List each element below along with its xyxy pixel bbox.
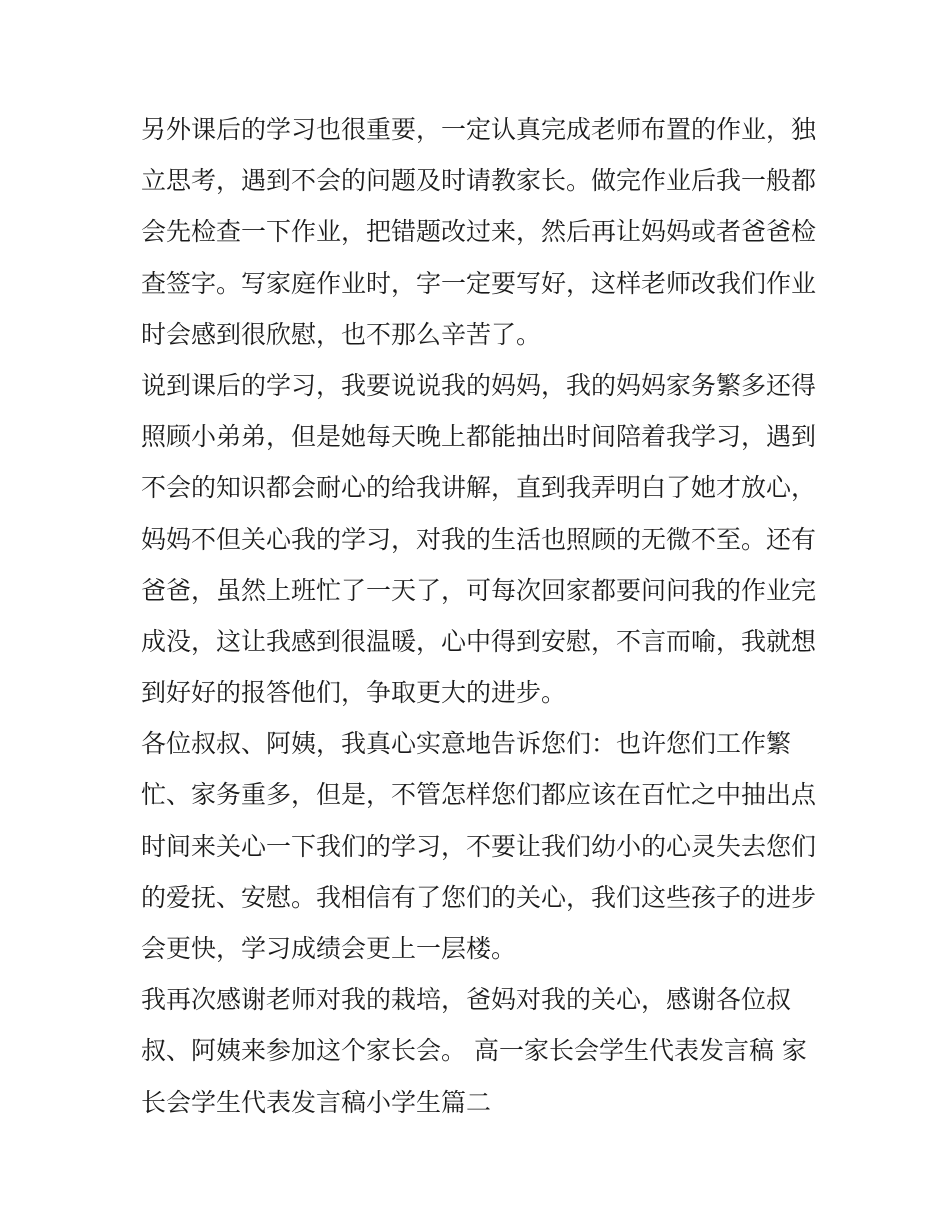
text-line: 不会的知识都会耐心的给我讲解，直到我弄明白了她才放心， [141, 473, 817, 503]
paragraph-3 [141, 718, 821, 974]
text-line: 时间来关心一下我们的学习，不要让我们幼小的心灵失去您们 [141, 831, 817, 861]
text-line: 会先检查一下作业，把错题改过来，然后再让妈妈或者爸爸检 [141, 217, 817, 247]
text-line: 我再次感谢老师对我的栽培，爸妈对我的关心，感谢各位叔 [141, 985, 792, 1015]
text-line: 立思考，遇到不会的问题及时请教家长。做完作业后我一般都 [141, 166, 817, 196]
text-line: 各位叔叔、阿姨，我真心实意地告诉您们：也许您们工作繁 [141, 729, 792, 759]
text-line: 妈妈不但关心我的学习，对我的生活也照顾的无微不至。还有 [141, 524, 817, 554]
document-body [141, 104, 821, 1128]
paragraph-1 [141, 104, 821, 360]
text-line: 会更快，学习成绩会更上一层楼。 [141, 934, 517, 963]
text-line: 时会感到很欣慰，也不那么辛苦了。 [141, 319, 542, 349]
text-line: 查签字。写家庭作业时，字一定要写好，这样老师改我们作业 [141, 268, 817, 298]
text-line: 爸爸，虽然上班忙了一天了，可每次回家都要问问我的作业完 [141, 575, 817, 605]
text-line: 叔、阿姨来参加这个家长会。 高一家长会学生代表发言稿 家 [141, 1036, 807, 1066]
text-line: 长会学生代表发言稿小学生篇二 [141, 1087, 492, 1117]
text-line: 到好好的报答他们，争取更大的进步。 [141, 678, 567, 708]
text-line: 照顾小弟弟，但是她每天晚上都能抽出时间陪着我学习，遇到 [141, 422, 817, 452]
text-line: 另外课后的学习也很重要，一定认真完成老师布置的作业，独 [141, 115, 817, 144]
text-line: 忙、家务重多，但是，不管怎样您们都应该在百忙之中抽出点 [141, 780, 817, 810]
paragraph-4 [141, 974, 821, 1128]
text-line: 的爱抚、安慰。我相信有了您们的关心，我们这些孩子的进步 [141, 882, 817, 912]
paragraph-2 [141, 360, 821, 718]
text-line: 成没，这让我感到很温暖，心中得到安慰，不言而喻，我就想 [141, 626, 817, 656]
text-line: 说到课后的学习，我要说说我的妈妈，我的妈妈家务繁多还得 [141, 370, 817, 400]
